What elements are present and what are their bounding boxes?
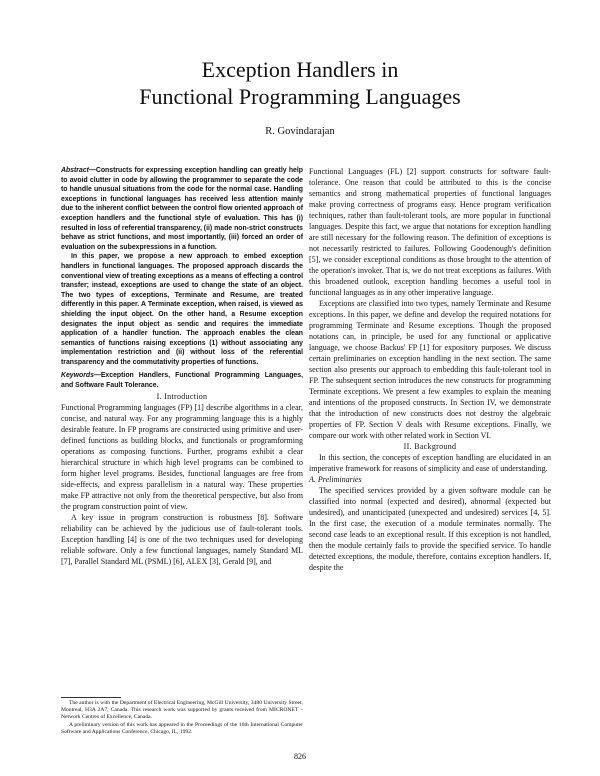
background-paragraph-1: In this section, the concepts of exception handling are elucidated in an imperative framework for reasons of simplicity and ease of understanding. [309, 453, 551, 473]
footnotes [61, 700, 303, 736]
preliminaries-paragraph-1: The specified services provided by a given software module can be classified into normal (expected and desired), abnormal (expected but undesired), and unanticipated (unexpected and undesired) services [4, 5]. In the first case, the execution of a module terminates normally. The second case leads to an exceptional result. If this exception is not handled, then the module certainly fails to provide the specified service. To handle detected exceptions, the module, therefore, contains exception handlers. If, despite the [309, 486, 551, 572]
keywords-lead: Keywords— [61, 372, 101, 380]
page-number: 826 [294, 752, 306, 761]
right-column [309, 166, 551, 573]
intro-paragraph-1: Functional Programming languages (FP) [1] describe algorithms in a clear, concise, and natural way. For any programming language this is a highly desirable feature. In FP programs are constructed using primitive and user-defined functions as building blocks, and functionals or programforming operations as composing functions. Further, programs exhibit a clear hierarchical structure in which high level programs can be combined to form higher level programs. Besides, functional languages are free from side-effects, and express parallelism in a natural way. These properties make FP attractive not only from the theoretical perspective, but also from the program construction point of view. [61, 402, 303, 511]
author: R. Govindarajan [265, 126, 335, 137]
footnote-2: A preliminary version of this work has appeared in the Proceedings of the 16th International Computer Software and Applications Conference, Chicago, IL, 1992. [61, 721, 303, 735]
section-heading-background: II. Background [403, 442, 457, 451]
left-column [61, 166, 303, 567]
intro-paragraph-2: A key issue in program construction is robustness [8]. Software reliability can be achieved by the judicious use of fault-tolerant tools. Exception handling [4] is one of the two techniques used for developing reliable software. Only a few functional languages, namely Standard ML [7], Parallel Standard ML (PSML) [6], ALEX [3], Gerald [9], and [61, 512, 303, 566]
footnote-rule [61, 697, 121, 698]
abstract-paragraph-2: In this paper, we propose a new approach to embed exception handlers in functional languages. The proposed approach discards the conventional view of treating exceptions as a means of effecting a control transfer; instead, exceptions are used to change the state of an object. The two types of exceptions, Terminate and Resume, are treated differently in this paper. A Terminate exception, when raised, is viewed as shielding the input object. On the other hand, a Resume exception designates the input object as sendic and requires the immediate application of a handler function. The approach enables the clean semantics of functions raising exceptions (1) without associating any implementation restriction and (ii) without loss of the referential transparency and the commutativity properties of functions. [61, 253, 303, 366]
keywords [61, 371, 303, 390]
abstract [61, 166, 303, 391]
right-paragraph-1: Functional Languages (FL) [2] support constructs for software fault-tolerance. One reason that could be attributed to this is the concise semantics and strong mathematical properties of functional languages make proving correctness of programs easy. Hence program verification techniques, rather than fault-tolerant tools, are more popular in functional languages. Despite this fact, we argue that notations for exception handling are still necessary for the following reason. The definition of exceptions is not necessarily restricted to failures. Following Goodenough's definition [5], we consider exceptional conditions as those brought to the attention of the operation's invoker. That is, we do not treat exceptions as failures. With this broadened outlook, exception handling becomes a useful tool in functional languages as in any other imperative language. [309, 167, 551, 297]
title-line-2: Functional Programming Languages [139, 84, 461, 109]
section-heading-introduction: I. Introduction [156, 391, 208, 401]
abstract-paragraph-1 [61, 166, 303, 252]
keywords-text: Exception Handlers, Functional Programming Languages, and Software Fault Tolerance. [61, 372, 303, 390]
paper-title [0, 56, 600, 110]
right-paragraph-2: Exceptions are classified into two types, namely Terminate and Resume exceptions. In this paper, we define and develop the required notations for programming Terminate and Resume exceptions. Though the proposed notations can, in principle, be used for any functional or applicative language, we choose Backus' FP [1] for expository purposes. We discuss certain preliminaries on exception handling in the next section. The same section also presents our approach to embedding this fault-tolerant tool in FP. The subsequent section introduces the new constructs for programming Terminate exceptions. We present a few examples to explain the meaning and intentions of the proposed constructs. In Section IV, we demonstrate that the introduction of new constructs does not destroy the algebraic properties of FP. Section V deals with Resume exceptions. Finally, we compare our work with other related work in Section VI. [309, 299, 551, 440]
title-line-1: Exception Handlers in [201, 57, 399, 82]
abstract-text-1: Constructs for expressing exception handling can greatly help to avoid clutter in code by allowing the programmer to separate the code to handle unusual situations from the code for the normal case. Handling exceptions in functional languages has received less attention mainly due to the inherent conflict between the control flow oriented approach of exception handlers and the functional style of evaluation. This has (i) resulted in loss of referential transparency, (ii) made non-strict constructs behave as strict functions, and most importantly, (iii) forced an order of evaluation on the subexpressions in a function. [61, 167, 303, 251]
subsection-heading-preliminaries: A. Preliminaries [309, 475, 362, 484]
abstract-lead: Abstract— [61, 167, 96, 174]
footnote-1: The author is with the Department of Electrical Engineering, McGill University, 3480 University Street, Montreal, H3A 2A7, Canada. This research work was supported by grants received from MICRONET – Network Centres of Excellence, Canada. [61, 700, 303, 721]
